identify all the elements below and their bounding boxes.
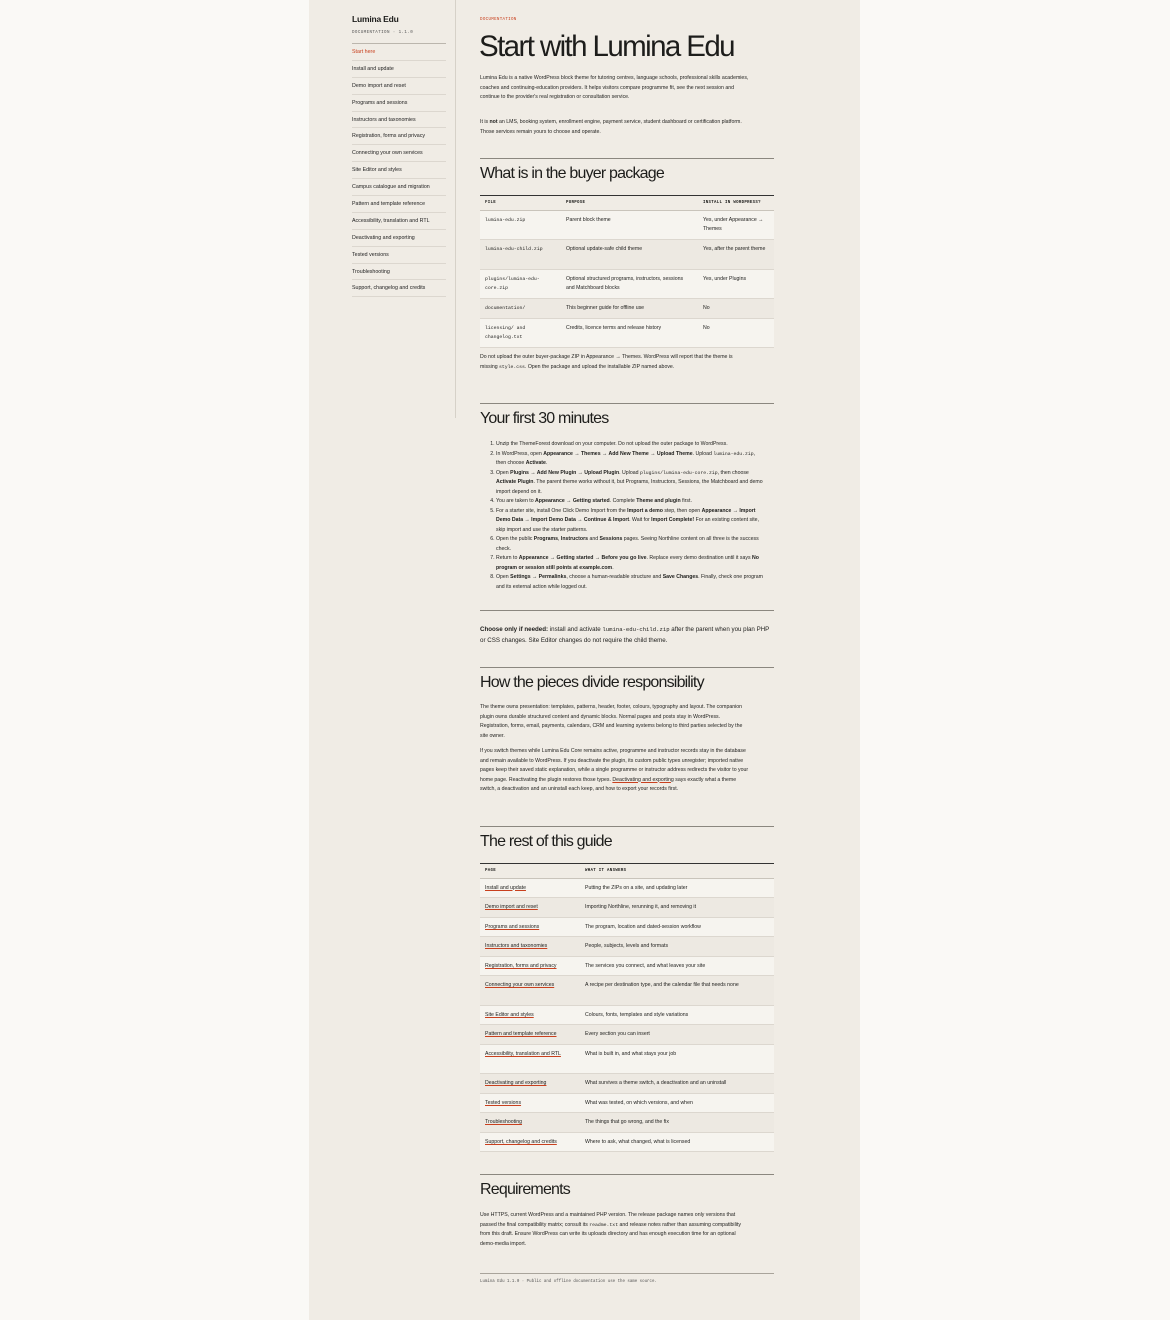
pieces-p2-b: says exactly what a theme switch, a deactivation and an uninstall each keep, and how to export your records first. [480,776,737,792]
column-header-file: FILE [480,196,561,211]
table-row [480,917,774,937]
page-cell [480,1044,580,1073]
file-cell: lumina-edu-child.zip [480,240,561,270]
answer-cell: The program, location and dated-session workflow [580,917,774,937]
step-item: 2. In WordPress, open Appearance → Themes → Add New Theme → Upload Theme. Upload lumina-edu.zip, then choose Activate. [496,450,765,469]
purpose-cell: Optional structured programs, instructors, sessions and Matchboard blocks [561,269,698,299]
answer-cell: The things that go wrong, and the fix [580,1113,774,1133]
install-cell: Yes, under Plugins [698,269,774,299]
answer-cell: Putting the ZIPs on a site, and updating later [580,878,774,898]
child-note-code: lumina-edu-child.zip [602,626,670,633]
not-paragraph [480,118,750,137]
package-heading: What is in the buyer package [480,165,664,182]
step-item: 8. Open Settings → Permalinks, choose a human-readable structure and Save Changes. Finally, check one program and its external action while logged out. [496,573,765,592]
guide-link[interactable]: Registration, forms and privacy [485,962,557,969]
intro-paragraph: Lumina Edu is a native WordPress block theme for tutoring centres, language schools, professional skills academies, coaches and continuing-education providers. It helps visitors compare programme fit, see the next session and continue to the provider's real registration or consultation service. [480,75,749,100]
sidebar-item-deactivating-and-exporting[interactable]: Deactivating and exporting [352,230,446,247]
guide-link[interactable]: Pattern and template reference [485,1031,557,1038]
sidebar-item-pattern-and-template-reference[interactable]: Pattern and template reference [352,196,446,213]
purpose-cell: This beginner guide for offline use [561,299,698,319]
not-bold: not [489,119,498,125]
install-cell: No [698,299,774,319]
divider [480,667,774,668]
sidebar-item-start-here[interactable]: Start here [352,44,446,61]
sidebar-item-support-changelog-and-credits[interactable]: Support, changelog and credits [352,280,446,297]
deactivating-link[interactable]: Deactivating and exporting [612,776,674,783]
table-row [480,898,774,918]
answer-cell: What was tested, on which versions, and when [580,1093,774,1113]
table-row [480,210,774,240]
table-row [480,318,774,348]
table-row [480,878,774,898]
answer-cell: A recipe per destination type, and the calendar file that needs none [580,976,774,1005]
column-header-page: PAGE [480,864,580,879]
sidebar-item-programs-and-sessions[interactable]: Programs and sessions [352,95,446,112]
divider [480,1174,774,1175]
step-item: 7. Return to Appearance → Getting started → Before you go live. Replace every demo destination until it says No program or session still points at example.com. [496,554,765,573]
answer-cell: Importing Northline, rerunning it, and removing it [580,898,774,918]
guide-link[interactable]: Troubleshooting [485,1119,523,1126]
column-header-answers: WHAT IT ANSWERS [580,864,774,879]
pieces-heading: How the pieces divide responsibility [480,674,704,691]
sidebar-item-demo-import-and-reset[interactable]: Demo import and reset [352,78,446,95]
purpose-cell: Optional update-safe child theme [561,240,698,270]
file-cell: plugins/lumina-edu-core.zip [480,269,561,299]
sidebar-item-site-editor-and-styles[interactable]: Site Editor and styles [352,162,446,179]
requirements-a: Use HTTPS, current WordPress and a maintained PHP version. The release package names only versions that passed the final compatibility matrix; consult its [480,1212,736,1228]
column-header-install: INSTALL IN WORDPRESS? [698,196,774,211]
not-prefix: It is [480,119,490,125]
step-item: 1. Unzip the ThemeForest download on your computer. Do not upload the outer package to WordPress. [496,440,765,450]
guide-link[interactable]: Site Editor and styles [485,1011,534,1018]
guide-table [480,863,774,1152]
answer-cell: The services you connect, and what leaves your site [580,956,774,976]
package-table [480,195,774,348]
page-cell [480,1132,580,1152]
sidebar-nav [352,43,446,297]
page-cell [480,1113,580,1133]
requirements-paragraph [480,1211,750,1249]
file-cell: documentation/ [480,299,561,319]
answer-cell: People, subjects, levels and formats [580,937,774,957]
sidebar-item-connecting-your-own-services[interactable]: Connecting your own services [352,145,446,162]
page-cell [480,1074,580,1094]
sidebar-item-instructors-and-taxonomies[interactable]: Instructors and taxonomies [352,112,446,129]
answer-cell: Where to ask, what changed, what is licensed [580,1132,774,1152]
sidebar-item-accessibility-translation-and-rtl[interactable]: Accessibility, translation and RTL [352,213,446,230]
first30-steps [480,440,765,592]
page-cell [480,898,580,918]
table-row [480,937,774,957]
page-cell [480,1005,580,1025]
page-cell [480,878,580,898]
guide-link[interactable]: Instructors and taxonomies [485,943,548,950]
divider [480,403,774,404]
page-title: Start with Lumina Edu [479,30,734,63]
section-eyebrow: DOCUMENTATION [480,18,517,22]
page-cell [480,1025,580,1045]
guide-link[interactable]: Connecting your own services [485,982,555,989]
page-cell [480,917,580,937]
sidebar-item-registration-forms-and-privacy[interactable]: Registration, forms and privacy [352,128,446,145]
table-row [480,1132,774,1152]
install-cell: Yes, under Appearance → Themes [698,210,774,240]
table-row [480,1093,774,1113]
package-note [480,353,750,372]
child-note-bold: Choose only if needed: [480,626,549,633]
sidebar-item-troubleshooting[interactable]: Troubleshooting [352,264,446,281]
sidebar [352,14,446,297]
install-cell: No [698,318,774,348]
brand-subtitle: DOCUMENTATION · 1.1.0 [352,31,414,35]
table-row [480,1113,774,1133]
answer-cell: What is built in, and what stays your job [580,1044,774,1073]
pieces-paragraph-2 [480,747,750,795]
guide-link[interactable]: Programs and sessions [485,923,540,930]
requirements-code: readme.txt [589,1222,619,1228]
sidebar-item-install-and-update[interactable]: Install and update [352,61,446,78]
guide-link[interactable]: Demo import and reset [485,904,538,911]
purpose-cell: Parent block theme [561,210,698,240]
sidebar-item-tested-versions[interactable]: Tested versions [352,247,446,264]
step-item: 3. Open Plugins → Add New Plugin → Upload Plugin. Upload plugins/lumina-edu-core.zip, then choose Activate Plugin. The parent theme works without it, but Programs, Instructors, Sessions, the Matchboard and demo import depend on it. [496,469,765,498]
page-cell [480,976,580,1005]
page-cell [480,1093,580,1113]
column-header-purpose: PURPOSE [561,196,698,211]
pieces-p2-a: If you switch themes while Lumina Edu Core remains active, programme and instructor records stay in the database and remain available to WordPress. If you deactivate the plugin, its custom public types unregister; imported native pages keep their saved static explanation, while a single programme or instructor address redirects the visitor to your home page. Reactivating the plugin restores those types. [480,748,749,783]
guide-link[interactable]: Accessibility, translation and RTL [485,1050,561,1057]
footer-note: Lumina Edu 1.1.0 · Public and offline documentation use the same source. [480,1280,657,1284]
divider [480,826,774,827]
step-item: 5. For a starter site, install One Click Demo Import from the Import a demo step, then open Appearance → Import Demo Data → Import Demo Data → Continue & Import. Wait for Import Complete! For an existing content site, skip import and use the starter patterns. [496,507,765,536]
page-cell [480,937,580,957]
sidebar-divider [455,0,456,418]
pieces-paragraph-1: The theme owns presentation: templates, patterns, header, footer, colours, typography and layout. The companion plugin owns durable structured content and dynamic blocks. Normal pages and posts stay in WordPress. Registration, forms, email, payments, calendars, CRM and learning systems belong to third parties selected by the site owner. [480,704,743,739]
divider [480,610,774,611]
requirements-heading: Requirements [480,1181,571,1198]
table-row [480,1005,774,1025]
divider [480,1273,774,1274]
table-row [480,1025,774,1045]
guide-link[interactable]: Deactivating and exporting [485,1080,547,1087]
guide-link[interactable]: Install and update [485,884,526,891]
divider [480,158,774,159]
answer-cell: What survives a theme switch, a deactivation and an uninstall [580,1074,774,1094]
page-cell [480,956,580,976]
install-cell: Yes, after the parent theme [698,240,774,270]
purpose-cell: Credits, licence terms and release history [561,318,698,348]
guide-link[interactable]: Support, changelog and credits [485,1138,557,1145]
file-cell: licensing/ and changelog.txt [480,318,561,348]
table-row [480,240,774,270]
package-note-a: Do not upload the outer buyer-package ZIP in Appearance → Themes. WordPress will report that the theme is missing [480,354,733,370]
guide-link[interactable]: Tested versions [485,1099,522,1106]
first30-heading: Your first 30 minutes [480,410,609,427]
table-row [480,269,774,299]
step-item: 6. Open the public Programs, Instructors and Sessions pages. Seeing Northline content on all three is the success check. [496,535,765,554]
rest-heading: The rest of this guide [480,833,612,850]
requirements-b: and release notes rather than assuming compatibility from this draft. Ensure WordPress can write its uploads directory and has enough execution time for an optional demo-media import. [480,1221,741,1247]
sidebar-item-campus-catalogue-and-migration[interactable]: Campus catalogue and migration [352,179,446,196]
child-note-a: install and activate [548,626,603,633]
answer-cell: Every section you can insert [580,1025,774,1045]
table-row [480,1074,774,1094]
not-rest: an LMS, booking system, enrollment engine, payment service, student dashboard or certification platform. Those services remain yours to choose and operate. [480,119,742,135]
step-item: 4. You are taken to Appearance → Getting started. Complete Theme and plugin first. [496,497,765,507]
child-note [480,624,770,646]
package-note-b: . Open the package and upload the installable ZIP named above. [524,363,675,370]
table-row [480,1044,774,1073]
table-row [480,299,774,319]
table-row [480,956,774,976]
table-row [480,976,774,1005]
answer-cell: Colours, fonts, templates and style variations [580,1005,774,1025]
package-note-code: style.css [499,364,525,370]
child-note-b: after the parent when you plan PHP or CSS changes. Site Editor changes do not require the child theme. [480,626,770,644]
brand-title[interactable]: Lumina Edu [352,14,399,24]
file-cell: lumina-edu.zip [480,210,561,240]
documentation-page [309,0,860,1320]
